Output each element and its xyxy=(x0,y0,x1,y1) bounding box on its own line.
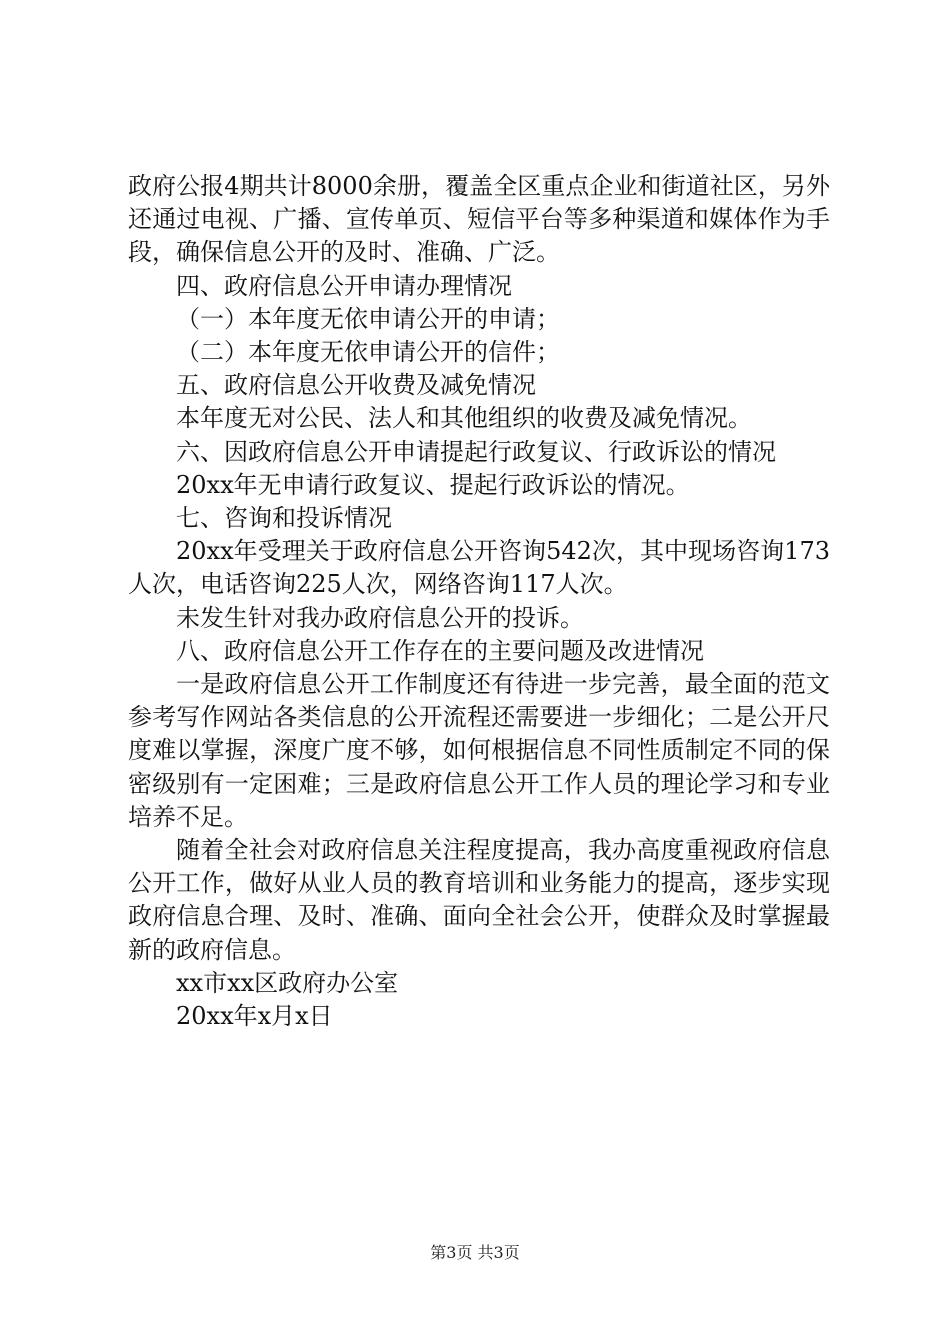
paragraph-improvement: 随着全社会对政府信息关注程度提高，我办高度重视政府信息公开工作，做好从业人员的教育培训和业务能力的提高，逐步实现政府信息合理、及时、准确、面向全社会公开，使群众及时掌握最新的政府信息。 xyxy=(128,836,830,964)
signature-office: xx市xx区政府办公室 xyxy=(176,968,399,997)
paragraph-problems: 一是政府信息公开工作制度还有待进一步完善，最全面的范文参考写作网站各类信息的公开流程还需要进一步细化；二是公开尺度难以掌握，深度广度不够，如何根据信息不同性质制定不同的保密级别有一定困难；三是政府信息公开工作人员的理论学习和专业培养不足。 xyxy=(128,670,830,831)
list-item-4-2: （二）本年度无依申请公开的信件； xyxy=(176,338,560,367)
paragraph-continuation: 政府公报4期共计8000余册，覆盖全区重点企业和街道社区，另外还通过电视、广播、宣传单页、短信平台等多种渠道和媒体作为手段，确保信息公开的及时、准确、广泛。 xyxy=(128,172,830,267)
section-heading-5: 五、政府信息公开收费及减免情况 xyxy=(176,371,536,400)
list-item-4-1: （一）本年度无依申请公开的申请； xyxy=(176,304,560,333)
page-number-label: 第3页 共3页 xyxy=(430,1243,520,1262)
signature-date: 20xx年x月x日 xyxy=(176,1002,333,1031)
paragraph-complaints: 未发生针对我办政府信息公开的投诉。 xyxy=(176,603,584,632)
paragraph-consultation: 20xx年受理关于政府信息公开咨询542次，其中现场咨询173人次，电话咨询225人次，网络咨询117人次。 xyxy=(128,537,830,599)
section-heading-4: 四、政府信息公开申请办理情况 xyxy=(176,271,512,300)
document-body xyxy=(128,170,830,1033)
section-heading-6: 六、因政府信息公开申请提起行政复议、行政诉讼的情况 xyxy=(176,437,776,466)
paragraph-fees: 本年度无对公民、法人和其他组织的收费及减免情况。 xyxy=(176,404,752,433)
section-heading-7: 七、咨询和投诉情况 xyxy=(176,504,392,533)
section-heading-8: 八、政府信息公开工作存在的主要问题及改进情况 xyxy=(176,636,704,665)
paragraph-review: 20xx年无申请行政复议、提起行政诉讼的情况。 xyxy=(176,470,690,499)
page-footer xyxy=(0,1243,950,1263)
